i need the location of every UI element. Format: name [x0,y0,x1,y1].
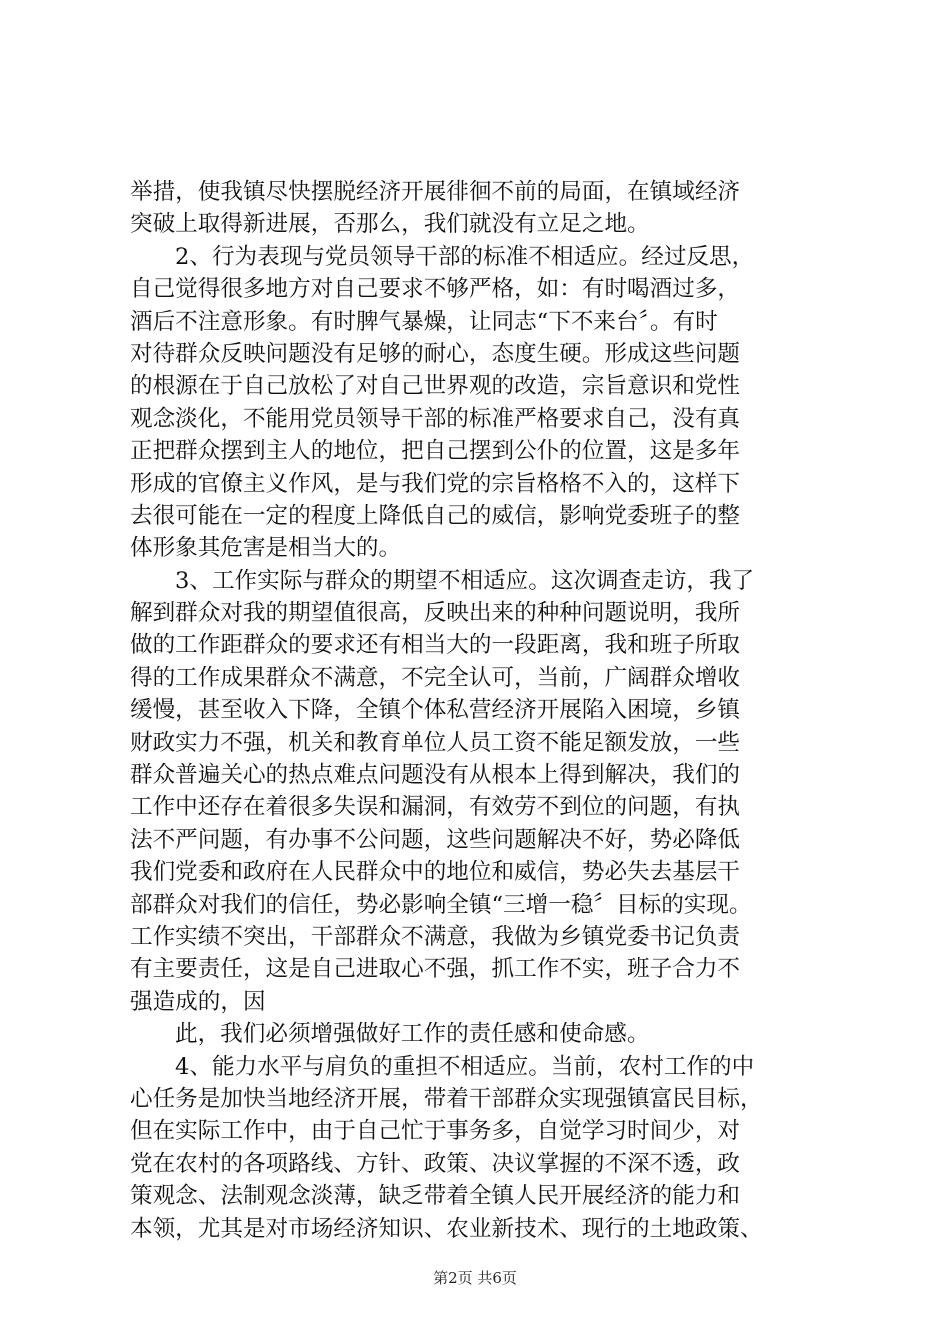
text-line: 强造成的，因 [130,988,266,1015]
text-line: 财政实力不强，机关和教育单位人员工资不能足额发放，一些 [130,729,741,756]
text-line: 工作中还存在着很多失误和漏洞，有效劳不到位的问题，有执 [130,794,741,821]
text-line: 得的工作成果群众不满意，不完全认可，当前，广阔群众增收 [130,664,741,691]
text-line: 酒后不注意形象。有时脾气暴燥，让同志“下不来台〞。有时 [130,308,718,335]
text-line: 有主要责任，这是自己进取心不强，抓工作不实，班子合力不 [130,956,741,983]
page-number: 第2页 共6页 [433,1269,517,1287]
text-line: 对待群众反映问题没有足够的耐心，态度生硬。形成这些问题 [130,340,741,367]
text-line: 解到群众对我的期望值很高，反映出来的种种问题说明，我所 [130,600,741,627]
text-line: 举措，使我镇尽快摆脱经济开展徘徊不前的局面，在镇域经济 [130,179,741,205]
text-line: 正把群众摆到主人的地位，把自己摆到公仆的位置，这是多年 [130,438,741,465]
text-line: 体形象其危害是相当大的。 [130,535,402,562]
paragraph-start-line: 4、能力水平与肩负的重担不相适应。当前，农村工作的中 [175,1053,755,1080]
text-line: 但在实际工作中，由于自己忙于事务多，自觉学习时间少，对 [130,1118,741,1145]
body-text [130,176,830,1245]
paragraph-start-line: 3、工作实际与群众的期望不相适应。这次调查走访，我了 [175,567,755,594]
text-line: 缓慢，甚至收入下降，全镇个体私营经济开展陷入困境，乡镇 [130,697,741,724]
text-line: 形成的官僚主义作风，是与我们党的宗旨格格不入的，这样下 [130,470,741,497]
text-line: 党在农村的各项路线、方针、政策、决议掌握的不深不透，政 [130,1150,741,1177]
text-line: 做的工作距群众的要求还有相当大的一段距离，我和班子所取 [130,632,741,659]
text-line: 工作实绩不突出，干部群众不满意，我做为乡镇党委书记负责 [130,923,741,950]
text-line: 自己觉得很多地方对自己要求不够严格，如：有时喝酒过多， [130,276,741,303]
text-line: 去很可能在一定的程度上降低自己的威信，影响党委班子的整 [130,502,741,529]
text-line: 我们党委和政府在人民群众中的地位和威信，势必失去基层干 [130,859,741,886]
text-line: 群众普遍关心的热点难点问题没有从根本上得到解决，我们的 [130,762,741,789]
text-line: 心任务是加快当地经济开展，带着干部群众实现强镇富民目标， [130,1085,763,1112]
text-line: 法不严问题，有办事不公问题，这些问题解决不好，势必降低 [130,826,741,853]
text-line: 的根源在于自己放松了对自己世界观的改造，宗旨意识和党性 [130,373,741,400]
page-footer [0,1267,950,1288]
text-line: 突破上取得新进展，否那么，我们就没有立足之地。 [130,211,650,238]
text-line: 策观念、法制观念淡薄，缺乏带着全镇人民开展经济的能力和 [130,1183,741,1210]
paragraph-start-line: 此，我们必须增强做好工作的责任感和使命感。 [175,1021,650,1048]
text-line: 观念淡化，不能用党员领导干部的标准严格要求自己，没有真 [130,405,741,432]
paragraph-start-line: 2、行为表现与党员领导干部的标准不相适应。经过反思， [175,243,755,270]
text-line: 本领，尤其是对市场经济知识、农业新技术、现行的土地政策、 [130,1215,763,1242]
text-line: 部群众对我们的信任，势必影响全镇“三增一稳〞目标的实现。 [130,891,752,918]
